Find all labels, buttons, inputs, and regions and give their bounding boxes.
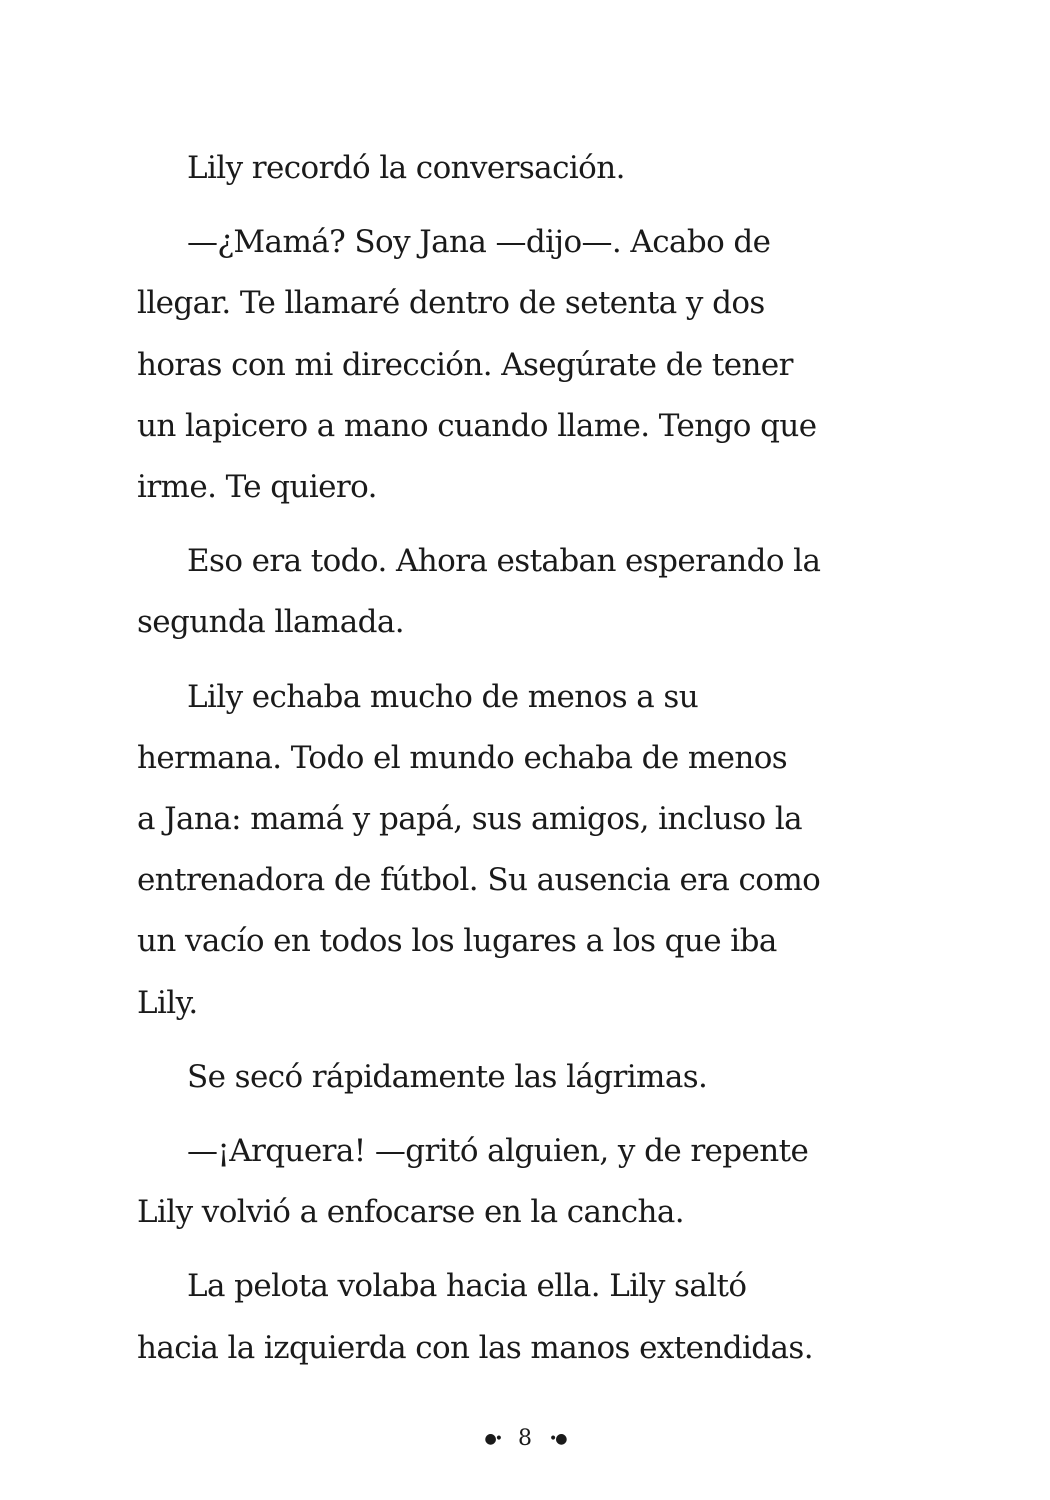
text-line: Lily recordó la conversación. xyxy=(187,150,625,186)
paragraph xyxy=(137,1121,927,1243)
ornament-right-icon: •● xyxy=(549,1431,566,1447)
text-line: llegar. Te llamaré dentro de setenta y dos xyxy=(137,285,765,322)
paragraph xyxy=(137,531,927,653)
text-line: un lapicero a mano cuando llame. Tengo que xyxy=(137,407,817,444)
text-line: irme. Te quiero. xyxy=(137,469,377,506)
text-line: La pelota volaba hacia ella. Lily saltó xyxy=(187,1268,747,1305)
text-line: —¿Mamá? Soy Jana —dijo—. Acabo de xyxy=(187,224,771,261)
text-line: Lily. xyxy=(137,984,198,1021)
paragraph xyxy=(137,1047,927,1108)
text-line: a Jana: mamá y papá, sus amigos, incluso la xyxy=(137,801,803,838)
text-line: horas con mi dirección. Asegúrate de tener xyxy=(137,346,793,383)
page-number: 8 xyxy=(518,1426,532,1451)
text-line: entrenadora de fútbol. Su ausencia era como xyxy=(137,862,821,899)
text-line: Lily volvió a enfocarse en la cancha. xyxy=(137,1194,685,1231)
text-line: hermana. Todo el mundo echaba de menos xyxy=(137,739,788,776)
text-line: Lily echaba mucho de menos a su xyxy=(187,678,699,715)
text-line: segunda llamada. xyxy=(137,604,404,641)
page-body xyxy=(137,138,927,1392)
text-line: hacia la izquierda con las manos extendidas. xyxy=(137,1329,813,1366)
paragraph xyxy=(137,1256,927,1378)
paragraph xyxy=(137,138,927,199)
paragraph xyxy=(137,667,927,1034)
text-line: Se secó rápidamente las lágrimas. xyxy=(187,1058,708,1095)
paragraph xyxy=(137,212,927,518)
ornament-left-icon: ●• xyxy=(484,1431,501,1447)
text-line: Eso era todo. Ahora estaban esperando la xyxy=(187,543,821,580)
page-footer xyxy=(0,1426,1050,1451)
text-line: un vacío en todos los lugares a los que iba xyxy=(137,923,777,960)
text-line: —¡Arquera! —gritó alguien, y de repente xyxy=(187,1133,809,1170)
